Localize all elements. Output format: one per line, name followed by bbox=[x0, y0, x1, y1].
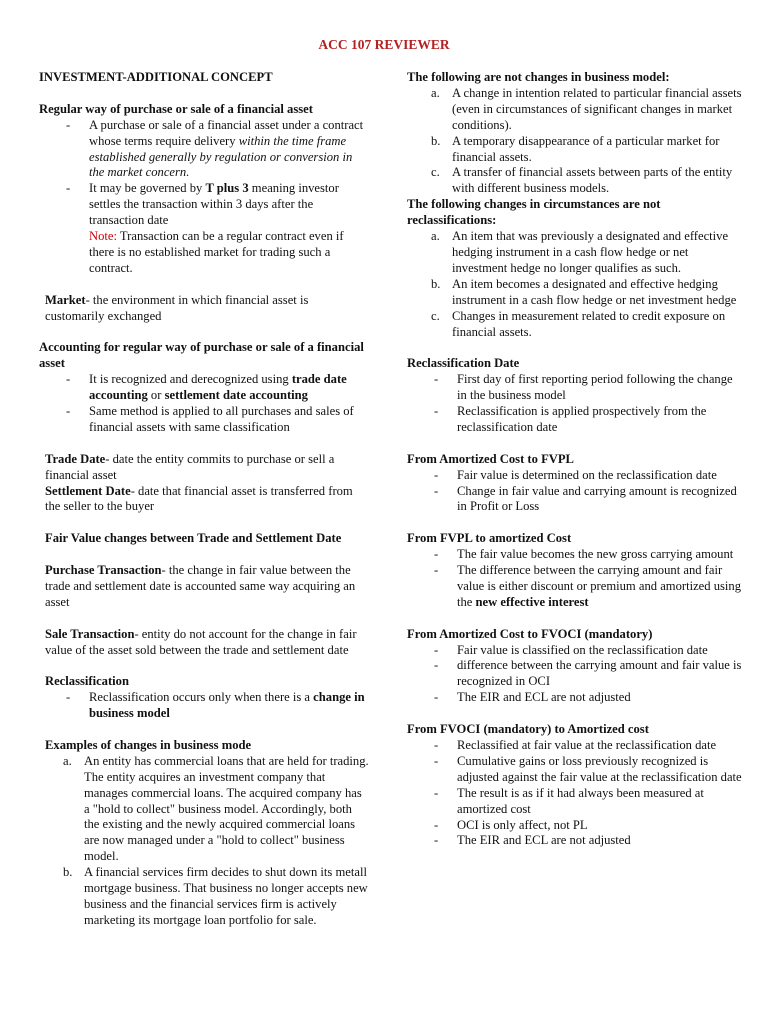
right-column bbox=[407, 70, 742, 849]
ac-to-fvoci-list bbox=[407, 643, 742, 707]
list-item: - Same method is applied to all purchases and sales of financial assets with same classification bbox=[39, 404, 369, 436]
list-item: - Fair value is classified on the reclassification date bbox=[407, 643, 742, 659]
list-item: - Fair value is determined on the reclassification date bbox=[407, 468, 742, 484]
list-item: c. A transfer of financial assets between parts of the entity with different business models. bbox=[431, 165, 733, 196]
regular-way-list bbox=[39, 118, 369, 229]
definition-trade-date: Trade Date- date the entity commits to purchase or sell a financial asset bbox=[45, 451, 335, 482]
definition-market: Market- the environment in which financial asset is customarily exchanged bbox=[45, 292, 309, 323]
list-item: a. A change in intention related to particular financial assets (even in circumstances of significant changes in market conditions). bbox=[431, 85, 742, 132]
fvoci-to-ac-list bbox=[407, 738, 742, 849]
heading-fvpl-to-ac: From FVPL to amortized Cost bbox=[407, 531, 572, 546]
list-item: b. A financial services firm decides to shut down its metall mortgage business. That business no longer accepts new business and the financial services firm is actively marketing its mortgage loan portfolio for sale. bbox=[63, 865, 368, 927]
heading-reclassification-date: Reclassification Date bbox=[407, 356, 520, 371]
accounting-list bbox=[39, 372, 369, 436]
note: Note: Transaction can be a regular contract even if there is no established market for trading such a contract. bbox=[89, 229, 344, 275]
list-item: - The result is as if it had always been measured at amortized cost bbox=[407, 786, 742, 818]
list-item: - It is recognized and derecognized using trade date accounting or settlement date accounting bbox=[39, 372, 369, 404]
list-item: - The fair value becomes the new gross carrying amount bbox=[407, 547, 742, 563]
heading-accounting: Accounting for regular way of purchase or sale of a financial asset bbox=[39, 340, 364, 371]
list-item: c. Changes in measurement related to credit exposure on financial assets. bbox=[431, 308, 726, 339]
heading-fvoci-to-ac: From FVOCI (mandatory) to Amortized cost bbox=[407, 722, 649, 737]
list-item: - The difference between the carrying amount and fair value is either discount or premium and amortized using the new effective interest bbox=[407, 563, 742, 611]
fvpl-to-ac-list bbox=[407, 547, 742, 611]
section-heading-investment: INVESTMENT-ADDITIONAL CONCEPT bbox=[39, 70, 273, 84]
definition-sale-transaction: Sale Transaction- entity do not account for the change in fair value of the asset sold between the trade and settlement date bbox=[45, 626, 357, 657]
examples-list bbox=[39, 754, 369, 929]
left-column bbox=[39, 70, 369, 929]
note-label: Note: bbox=[89, 229, 117, 244]
list-item: - A purchase or sale of a financial asset under a contract whose terms require delivery within the time frame established generally by regulation or conversion in the market concern. bbox=[39, 118, 369, 182]
heading-regular-way: Regular way of purchase or sale of a financial asset bbox=[39, 101, 313, 116]
list-item: - Reclassification is applied prospectively from the reclassification date bbox=[407, 404, 742, 436]
list-item: - Reclassification occurs only when there is a change in business model bbox=[39, 690, 369, 722]
list-item: - Reclassified at fair value at the reclassification date bbox=[407, 738, 742, 754]
definition-settlement-date: Settlement Date- date that financial asset is transferred from the seller to the buyer bbox=[45, 483, 353, 514]
list-item: - Cumulative gains or loss previously recognized is adjusted against the fair value at the reclassification date bbox=[407, 754, 742, 786]
list-item: - It may be governed by T plus 3 meaning investor settles the transaction within 3 days after the transaction date bbox=[39, 181, 369, 229]
ac-to-fvpl-list bbox=[407, 468, 742, 516]
heading-not-reclassifications: The following changes in circumstances are not reclassifications: bbox=[407, 197, 661, 228]
list-item: - OCI is only affect, not PL bbox=[407, 818, 742, 834]
list-item: b. An item becomes a designated and effective hedging instrument in a cash flow hedge or net investment hedge bbox=[431, 276, 737, 307]
list-item: - The EIR and ECL are not adjusted bbox=[407, 690, 742, 706]
definition-purchase-transaction: Purchase Transaction- the change in fair value between the trade and settlement date is accounted same way acquiring an asset bbox=[45, 563, 356, 609]
list-item: - Change in fair value and carrying amount is recognized in Profit or Loss bbox=[407, 484, 742, 516]
heading-reclassification: Reclassification bbox=[45, 674, 129, 689]
heading-ac-to-fvoci: From Amortized Cost to FVOCI (mandatory) bbox=[407, 626, 653, 641]
not-reclassifications-list bbox=[407, 229, 742, 340]
list-item: a. An entity has commercial loans that are held for trading. The entity acquires an investment company that manages commercial loans. The acquired company has a "hold to collect" business model. Accordingly, both the existing and the newly acquired commercial loans are now managed under a "hold to collect" business model. bbox=[63, 753, 369, 864]
heading-examples: Examples of changes in business mode bbox=[45, 737, 252, 752]
list-item: b. A temporary disappearance of a particular market for financial assets. bbox=[431, 133, 720, 164]
reclassification-list bbox=[39, 690, 369, 722]
heading-fv-changes: Fair Value changes between Trade and Settlement Date bbox=[45, 531, 342, 546]
reclassification-date-list bbox=[407, 372, 742, 436]
not-changes-list bbox=[407, 86, 742, 197]
list-item: - First day of first reporting period following the change in the business model bbox=[407, 372, 742, 404]
list-item: - The EIR and ECL are not adjusted bbox=[407, 833, 742, 849]
heading-not-changes: The following are not changes in business model: bbox=[407, 70, 670, 84]
list-item: a. An item that was previously a designated and effective hedging instrument in a cash flow hedge or net investment hedge no longer qualifies as such. bbox=[431, 229, 729, 275]
document-title: ACC 107 REVIEWER bbox=[318, 37, 450, 52]
heading-ac-to-fvpl: From Amortized Cost to FVPL bbox=[407, 451, 574, 466]
list-item: - difference between the carrying amount and fair value is recognized in OCI bbox=[407, 658, 742, 690]
